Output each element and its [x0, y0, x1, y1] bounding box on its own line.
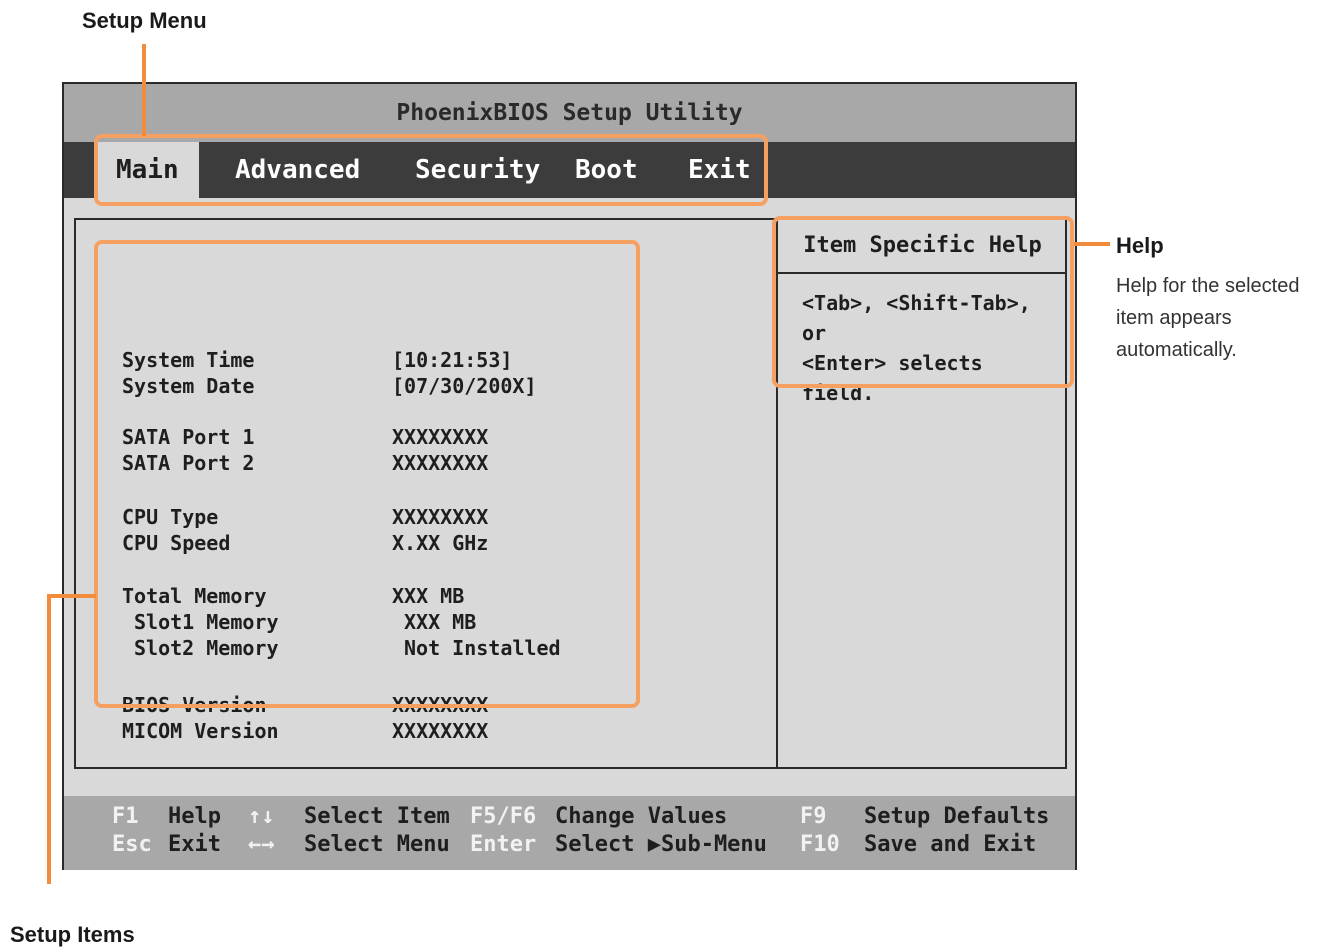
help-divider	[776, 220, 778, 767]
key-desc-change-values: Change Values	[555, 804, 728, 829]
help-desc-line: Help for the selected	[1116, 275, 1300, 297]
key-desc-exit: Exit	[168, 832, 221, 857]
key-desc-setup-defaults: Setup Defaults	[864, 804, 1050, 829]
key-desc-select-submenu: Select ▶Sub-Menu	[555, 832, 767, 857]
item-label-system-time[interactable]: System Time	[122, 348, 255, 372]
setup-items-leader-line-v	[47, 594, 51, 884]
tab-main[interactable]: Main	[96, 142, 199, 198]
item-value-cpu-type: XXXXXXXX	[392, 505, 489, 529]
help-panel-text	[802, 288, 1052, 408]
item-value-slot1-memory: XXX MB	[404, 610, 477, 634]
item-value-cpu-speed: X.XX GHz	[392, 531, 489, 555]
key-esc: Esc	[112, 832, 152, 857]
item-label-cpu-speed: CPU Speed	[122, 531, 231, 555]
help-line: <Tab>, <Shift-Tab>, or	[802, 291, 1031, 345]
item-label-cpu-type: CPU Type	[122, 505, 219, 529]
setup-items-leader-line-h	[47, 594, 96, 598]
item-label-micom-version: MICOM Version	[122, 719, 279, 743]
help-leader-line	[1074, 242, 1110, 246]
bios-title: PhoenixBIOS Setup Utility	[64, 84, 1075, 142]
item-label-sata-port-2[interactable]: SATA Port 2	[122, 451, 255, 475]
key-f1: F1	[112, 804, 139, 829]
item-value-bios-version: XXXXXXXX	[392, 693, 489, 717]
help-callout-description	[1116, 270, 1299, 366]
arrow-left-right-icon: ←→	[248, 832, 275, 857]
menu-bar	[64, 142, 1075, 198]
help-desc-line: automatically.	[1116, 339, 1237, 361]
item-value-total-memory: XXX MB	[392, 584, 465, 608]
item-label-system-date[interactable]: System Date	[122, 374, 255, 398]
item-label-total-memory: Total Memory	[122, 584, 267, 608]
key-legend-bar	[64, 796, 1075, 870]
item-label-bios-version: BIOS Version	[122, 693, 267, 717]
item-label-slot2-memory: Slot2 Memory	[134, 636, 279, 660]
help-panel-title: Item Specific Help	[778, 220, 1067, 274]
item-label-sata-port-1[interactable]: SATA Port 1	[122, 425, 255, 449]
help-line: <Enter> selects field.	[802, 351, 983, 405]
tab-security[interactable]: Security	[415, 155, 541, 185]
setup-items-callout: Setup Items	[10, 922, 135, 947]
key-f5-f6: F5/F6	[470, 804, 537, 829]
item-value-system-date[interactable]: [07/30/200X]	[392, 374, 537, 398]
key-f9: F9	[800, 804, 827, 829]
arrow-up-down-icon: ↑↓	[248, 804, 275, 829]
bios-window	[62, 82, 1077, 870]
item-value-sata-port-1: XXXXXXXX	[392, 425, 489, 449]
key-enter: Enter	[470, 832, 537, 857]
help-desc-line: item appears	[1116, 307, 1232, 329]
key-desc-select-menu: Select Menu	[304, 832, 450, 857]
item-value-system-time[interactable]: [10:21:53]	[392, 348, 513, 372]
help-callout: Help	[1116, 233, 1164, 258]
tab-advanced[interactable]: Advanced	[235, 155, 361, 185]
setup-menu-leader-line	[142, 44, 146, 136]
setup-menu-callout: Setup Menu	[82, 8, 207, 33]
item-value-slot2-memory: Not Installed	[404, 636, 561, 660]
key-desc-save-exit: Save and Exit	[864, 832, 1037, 857]
item-value-micom-version: XXXXXXXX	[392, 719, 489, 743]
key-desc-select-item: Select Item	[304, 804, 450, 829]
item-value-sata-port-2: XXXXXXXX	[392, 451, 489, 475]
item-label-slot1-memory: Slot1 Memory	[134, 610, 279, 634]
tab-exit[interactable]: Exit	[688, 155, 751, 185]
tab-boot[interactable]: Boot	[575, 155, 638, 185]
key-f10: F10	[800, 832, 840, 857]
key-desc-help: Help	[168, 804, 221, 829]
content-frame	[74, 218, 1067, 769]
